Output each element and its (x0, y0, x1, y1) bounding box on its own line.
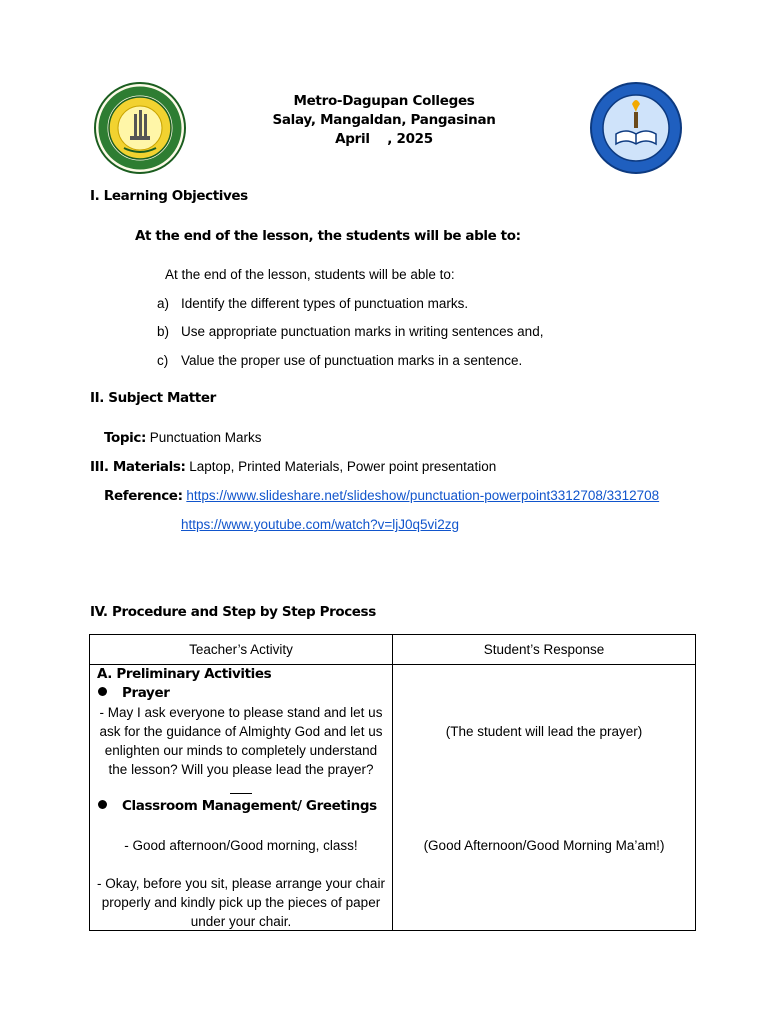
classroom-bullet (98, 798, 377, 814)
table-row (90, 665, 696, 931)
materials-label: III. Materials: (90, 459, 186, 475)
topic-line (104, 430, 262, 446)
objectives-intro: At the end of the lesson, students will be able to: (165, 267, 455, 282)
objective-marker-c: c) (157, 353, 169, 368)
blank-line (230, 793, 252, 794)
greeting-response: (Good Afternoon/Good Morning Ma’am!) (423, 838, 665, 853)
objective-item-b: Use appropriate punctuation marks in writing sentences and, (181, 324, 544, 339)
classroom-label: Classroom Management/ Greetings (122, 798, 377, 814)
teacher-activity-cell (90, 665, 393, 931)
student-response-cell (393, 665, 696, 931)
reference-link-youtube[interactable]: https://www.youtube.com/watch?v=ljJ0q5vi2zg (181, 517, 460, 532)
topic-value: Punctuation Marks (149, 430, 262, 445)
objective-marker-a: a) (157, 296, 170, 311)
student-response-header: Student’s Response (393, 635, 696, 665)
arrange-chair-text: - Okay, before you sit, please arrange your chair properly and kindly pick up the pieces of paper under your chair. (97, 876, 385, 929)
materials-value: Laptop, Printed Materials, Power point presentation (189, 459, 497, 474)
reference-line-2 (181, 517, 459, 532)
document-date: April , 2025 (335, 131, 433, 147)
teacher-activity-header: Teacher’s Activity (90, 635, 393, 665)
prayer-bullet (98, 685, 169, 701)
metro-dagupan-colleges-seal (94, 82, 186, 174)
institution-address: Salay, Mangaldan, Pangasinan (272, 112, 496, 128)
greeting-text: - Good afternoon/Good morning, class! (124, 838, 358, 853)
reference-line (104, 488, 659, 504)
bullet-icon (98, 687, 107, 696)
learning-objectives-heading: I. Learning Objectives (90, 188, 248, 204)
preliminary-activities-title: A. Preliminary Activities (97, 666, 272, 682)
procedure-heading: IV. Procedure and Step by Step Process (90, 604, 376, 620)
procedure-table (89, 634, 696, 931)
institution-name: Metro-Dagupan Colleges (293, 93, 475, 109)
topic-label: Topic: (104, 430, 146, 446)
objective-item-c: Value the proper use of punctuation marks in a sentence. (181, 353, 523, 368)
bullet-icon (98, 800, 107, 809)
prayer-label: Prayer (122, 685, 170, 701)
document-header (234, 92, 534, 149)
objective-item-a: Identify the different types of punctuation marks. (181, 296, 469, 311)
college-of-teacher-education-seal (590, 82, 682, 174)
reference-label: Reference: (104, 488, 183, 504)
reference-link-slideshare[interactable]: https://www.slideshare.net/slideshow/punctuation-powerpoint3312708/3312708 (186, 488, 660, 503)
objectives-subheading: At the end of the lesson, the students will be able to: (135, 228, 521, 244)
subject-matter-heading: II. Subject Matter (90, 390, 216, 406)
materials-line (90, 459, 496, 475)
procedure-table-header (90, 635, 696, 665)
prayer-response: (The student will lead the prayer) (445, 724, 643, 739)
prayer-text: - May I ask everyone to please stand and let us ask for the guidance of Almighty God and let us enlighten our minds to completely understand the lesson? Will you please lead the prayer? (99, 705, 383, 777)
objective-marker-b: b) (157, 324, 170, 339)
